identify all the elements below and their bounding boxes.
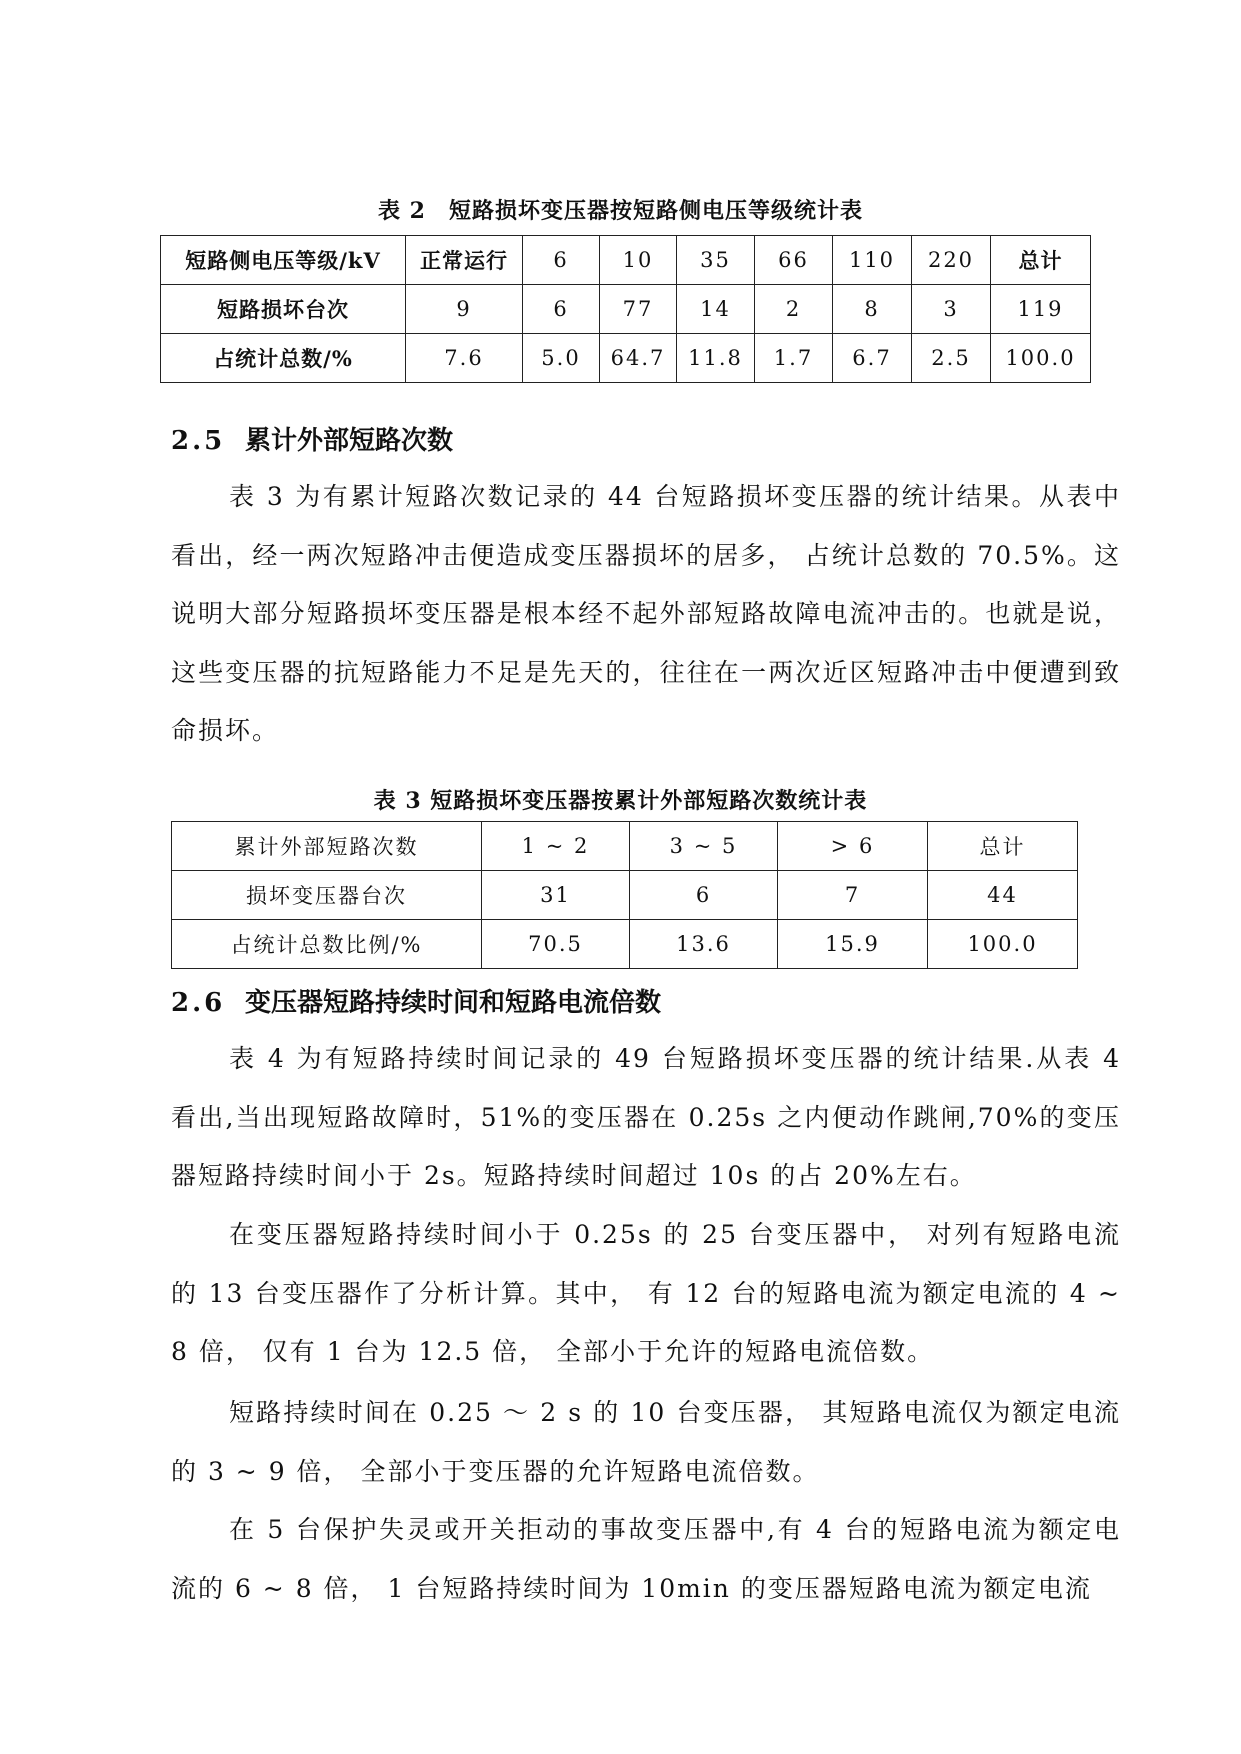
table-header-cell: 110 [833,236,912,285]
table-header-cell: 总计 [928,822,1078,871]
body-paragraph: 在 5 台保护失灵或开关拒动的事故变压器中,有 4 台的短路电流为额定电流的 6 ~ 8 倍， 1 台短路持续时间为 10min 的变压器短路电流为额定电流 [171,1515,1121,1603]
table-row [172,920,1078,969]
table-cell: 31 [482,871,630,920]
body-paragraph: 表 4 为有短路持续时间记录的 49 台短路损坏变压器的统计结果.从表 4 看出,当出现短路故障时，51%的变压器在 0.25s 之内便动作跳闸,70%的变压器短路持续时间小于 2s。短路持续时间超过 10s 的占 20%左右。 [171,1044,1121,1190]
table-cell: 7 [778,871,928,920]
section-heading-2-5 [171,420,453,457]
section-number: 2.6 [171,988,226,1018]
table-cell: 1.7 [755,334,833,383]
table-header-cell: 3 ~ 5 [630,822,778,871]
table-cell: 2.5 [912,334,991,383]
table-cell: 14 [677,285,755,334]
body-paragraph: 短路持续时间在 0.25 ～ 2 s 的 10 台变压器， 其短路电流仅为额定电流的 3 ~ 9 倍， 全部小于变压器的允许短路电流倍数。 [171,1398,1121,1486]
table-header-cell: 35 [677,236,755,285]
section-heading-2-6 [171,982,661,1019]
table-row [161,334,1091,383]
table3 [171,821,1078,969]
table-row-label: 损坏变压器台次 [172,871,482,920]
table-header-cell: 6 [523,236,600,285]
table-row [161,285,1091,334]
section-title: 变压器短路持续时间和短路电流倍数 [245,988,662,1018]
table-header-cell: 正常运行 [406,236,523,285]
table-cell: 9 [406,285,523,334]
table-cell: 15.9 [778,920,928,969]
table-row-label: 短路损坏台次 [161,285,406,334]
table-cell: 44 [928,871,1078,920]
table-cell: 64.7 [600,334,677,383]
table-header-cell: > 6 [778,822,928,871]
table-header-cell: 短路侧电压等级/kV [161,236,406,285]
section-number: 2.5 [171,426,226,456]
table-cell: 6 [523,285,600,334]
table-row [172,822,1078,871]
table-cell: 13.6 [630,920,778,969]
table-header-cell: 10 [600,236,677,285]
table-cell: 119 [991,285,1091,334]
table-cell: 77 [600,285,677,334]
table-header-cell: 1 ~ 2 [482,822,630,871]
table-cell: 3 [912,285,991,334]
table2 [160,235,1091,383]
table-cell: 7.6 [406,334,523,383]
table-cell: 8 [833,285,912,334]
section-title: 累计外部短路次数 [245,426,454,456]
table-row [172,871,1078,920]
table-header-cell: 总计 [991,236,1091,285]
table-cell: 100.0 [928,920,1078,969]
table-row-label: 占统计总数比例/% [172,920,482,969]
table-cell: 70.5 [482,920,630,969]
table-cell: 5.0 [523,334,600,383]
body-paragraph: 在变压器短路持续时间小于 0.25s 的 25 台变压器中， 对列有短路电流的 13 台变压器作了分析计算。其中， 有 12 台的短路电流为额定电流的 4 ~ 8 倍， 仅有 1 台为 12.5 倍， 全部小于允许的短路电流倍数。 [171,1220,1121,1366]
table-header-cell: 66 [755,236,833,285]
body-paragraph: 表 3 为有累计短路次数记录的 44 台短路损坏变压器的统计结果。从表中看出，经一两次短路冲击便造成变压器损坏的居多， 占统计总数的 70.5%。这说明大部分短路损坏变压器是根本经不起外部短路故障电流冲击的。也就是说，这些变压器的抗短路能力不足是先天的，往往在一两次近区短路冲击中便遭到致命损坏。 [171,482,1121,745]
table-cell: 6.7 [833,334,912,383]
table2-caption: 表 2 短路损坏变压器按短路侧电压等级统计表 [378,198,863,224]
table-row [161,236,1091,285]
table-header-cell: 220 [912,236,991,285]
table-cell: 100.0 [991,334,1091,383]
table-cell: 6 [630,871,778,920]
table-header-cell: 累计外部短路次数 [172,822,482,871]
table-cell: 11.8 [677,334,755,383]
table-row-label: 占统计总数/% [161,334,406,383]
table3-caption: 表 3 短路损坏变压器按累计外部短路次数统计表 [373,788,868,814]
table-cell: 2 [755,285,833,334]
